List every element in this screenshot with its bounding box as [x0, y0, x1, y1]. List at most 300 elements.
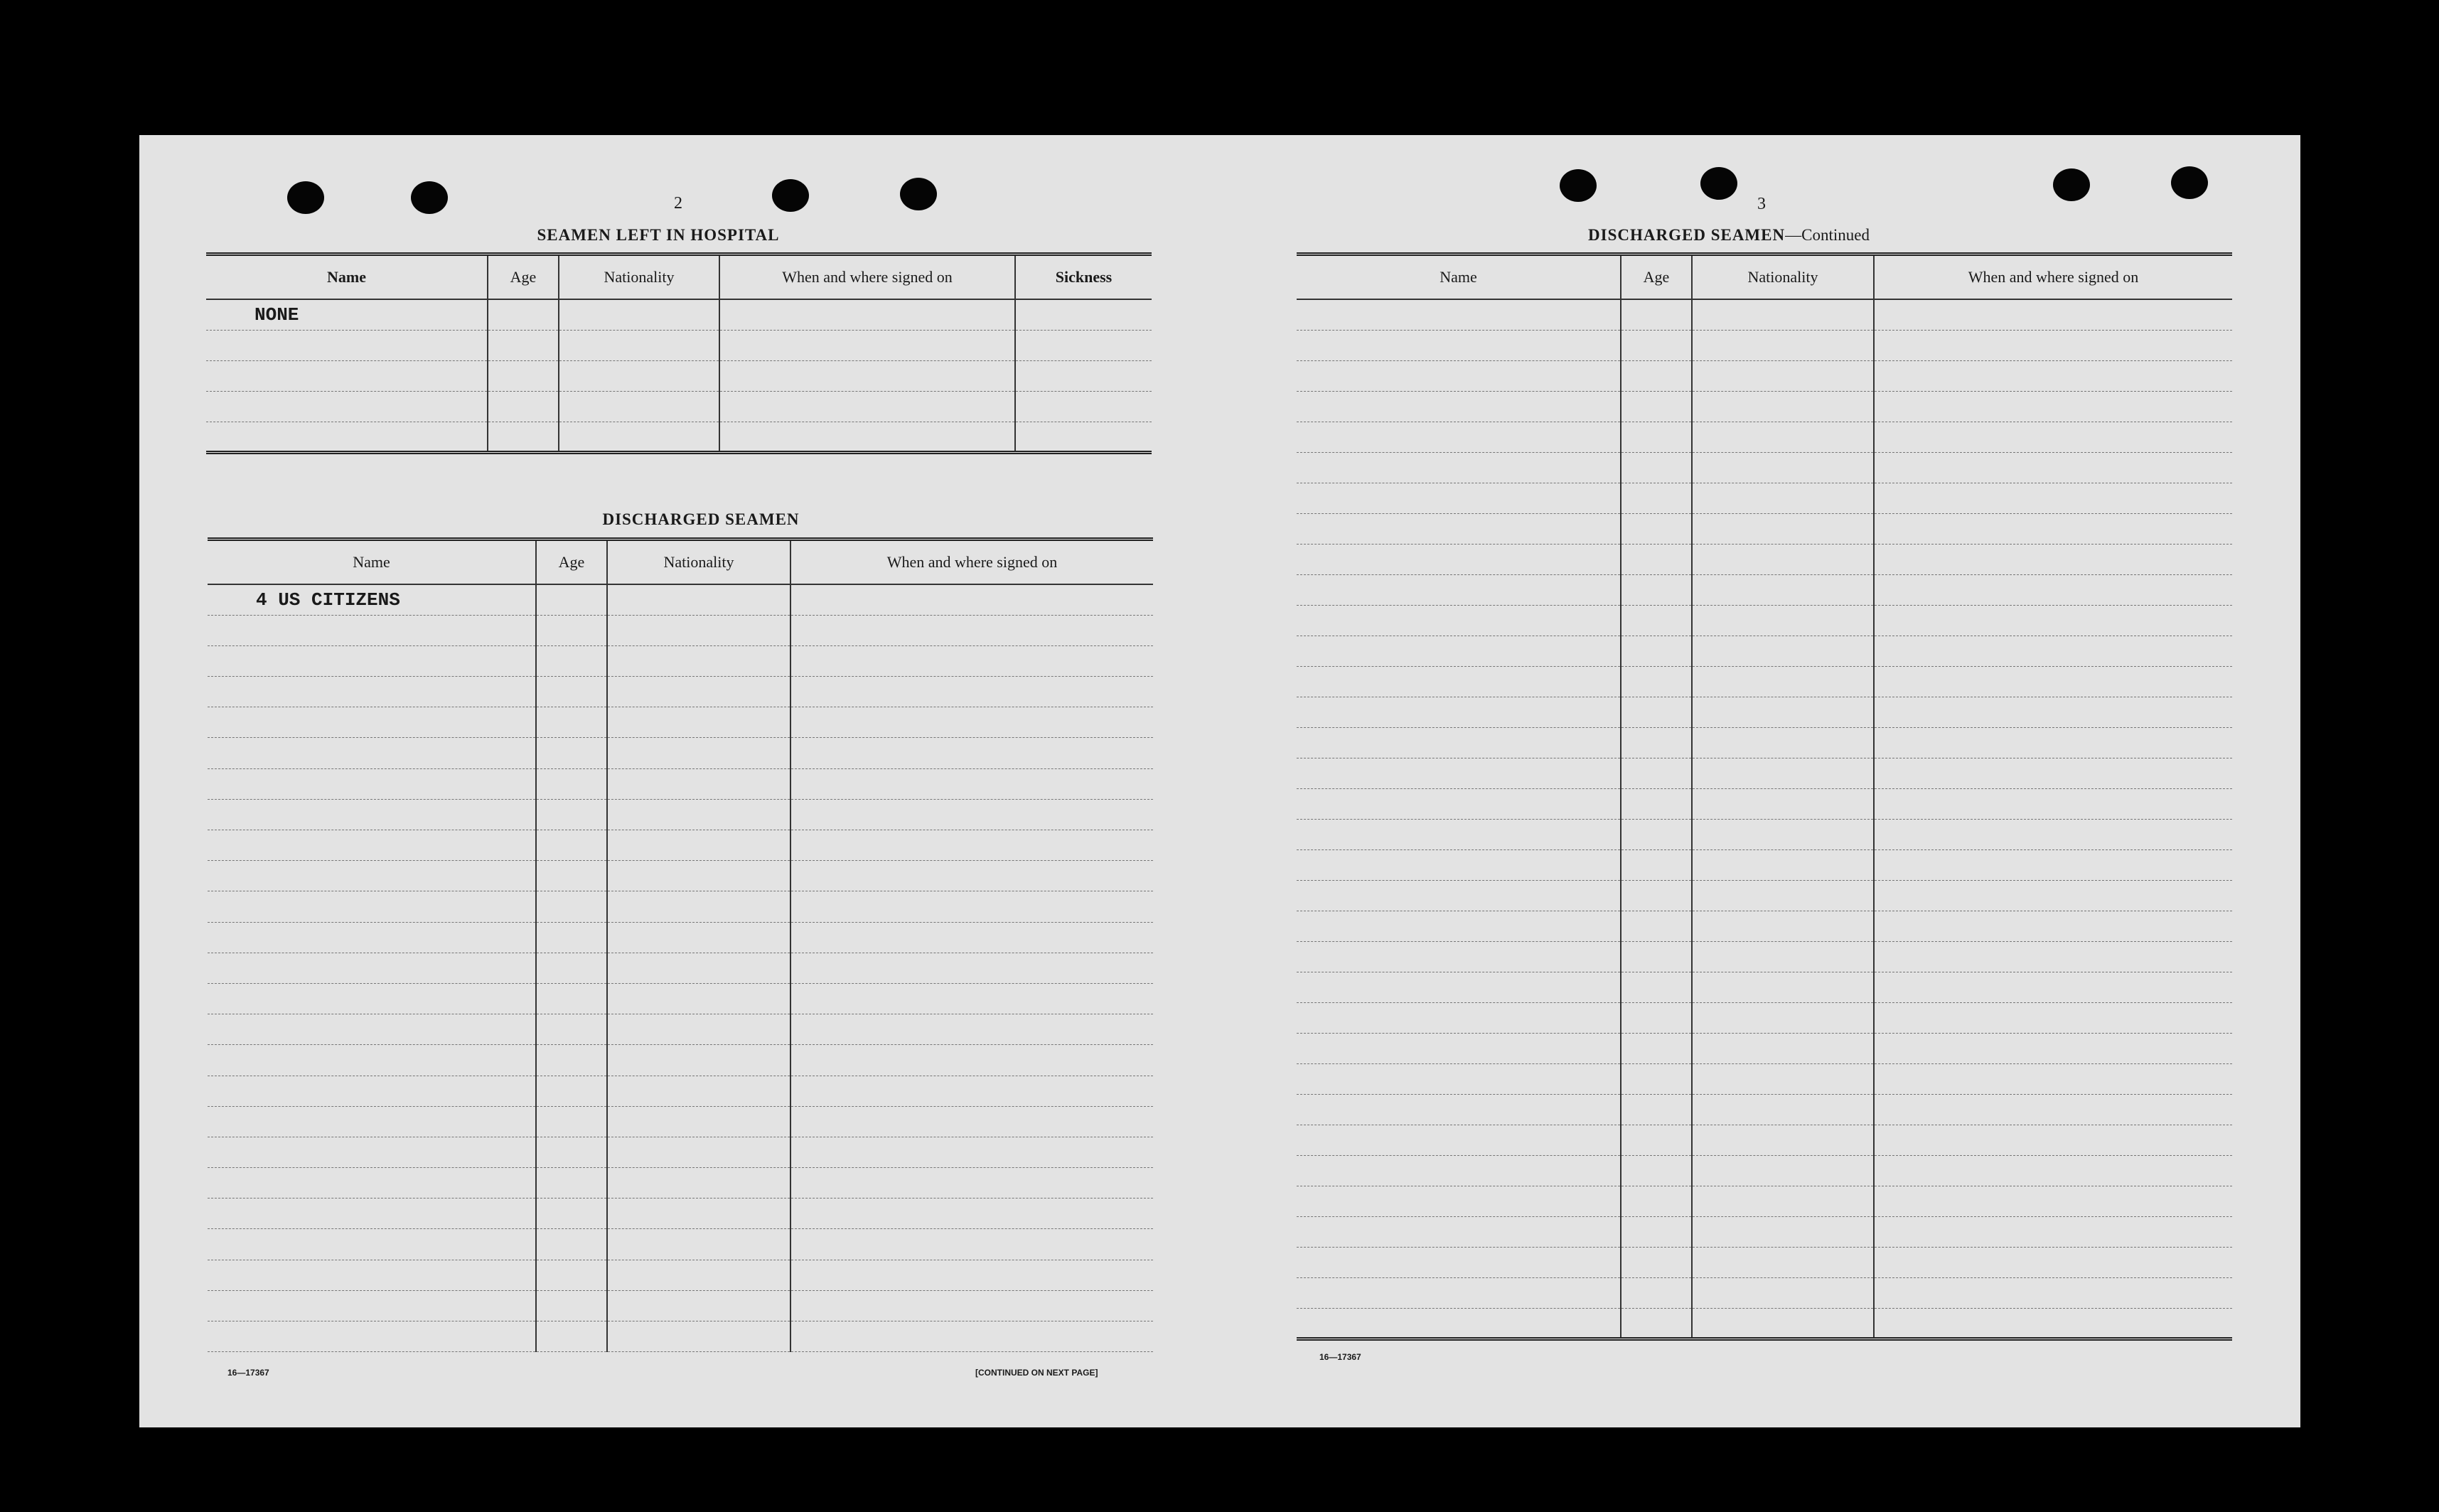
table-cell [607, 584, 790, 615]
table-cell [1874, 330, 2232, 360]
table-cell [1874, 422, 2232, 452]
table-row [206, 360, 1152, 391]
table-row [1297, 849, 2232, 880]
table-cell [607, 615, 790, 645]
punch-hole-icon [2053, 168, 2090, 201]
table-cell [559, 330, 719, 360]
table-cell [790, 584, 1153, 615]
table-cell [1621, 636, 1692, 666]
table-cell [1297, 1094, 1621, 1125]
table-row [1297, 574, 2232, 605]
table-row [208, 707, 1153, 738]
table-row [208, 1168, 1153, 1199]
table-cell [208, 953, 536, 983]
table-row [208, 891, 1153, 922]
table-cell [1621, 1216, 1692, 1247]
table-cell [1297, 941, 1621, 972]
table-cell [790, 645, 1153, 676]
table-cell [536, 1045, 607, 1076]
table-row [206, 422, 1152, 452]
table-cell [1297, 819, 1621, 849]
table-cell [1621, 1155, 1692, 1186]
table-cell [206, 422, 488, 452]
table-row [1297, 605, 2232, 636]
table-cell [488, 360, 559, 391]
table-cell [536, 738, 607, 768]
table-cell [1692, 422, 1874, 452]
table-cell [790, 1076, 1153, 1106]
table-cell [1874, 1216, 2232, 1247]
page-number-right: 3 [1757, 195, 1766, 213]
table-cell [1692, 636, 1874, 666]
table-cell [488, 330, 559, 360]
table-cell [559, 360, 719, 391]
table-cell [790, 922, 1153, 953]
table-cell [1297, 849, 1621, 880]
table-cell [1297, 513, 1621, 544]
table-row [208, 1014, 1153, 1045]
table-cell [1297, 1063, 1621, 1094]
table-cell [1297, 452, 1621, 483]
table-cell [1297, 1277, 1621, 1308]
table-cell [208, 1137, 536, 1167]
continued-col-name: Name [1297, 254, 1621, 300]
table-cell [1621, 788, 1692, 819]
table-row [208, 1106, 1153, 1137]
table-cell [536, 768, 607, 799]
table-cell [208, 1199, 536, 1229]
table-cell [1874, 972, 2232, 1002]
table-cell [1692, 1094, 1874, 1125]
table-cell [607, 768, 790, 799]
table-cell [790, 677, 1153, 707]
table-cell [1297, 330, 1621, 360]
table-cell [1621, 727, 1692, 758]
table-cell [790, 861, 1153, 891]
table-cell [536, 1137, 607, 1167]
table-row [1297, 1033, 2232, 1063]
table-cell [488, 422, 559, 452]
table-cell [1874, 1186, 2232, 1216]
table-cell [719, 330, 1015, 360]
table-cell [1297, 666, 1621, 697]
table-cell [1874, 483, 2232, 513]
table-row [208, 584, 1153, 615]
hospital-col-nationality: Nationality [559, 254, 719, 300]
table-cell [1621, 880, 1692, 911]
table-row [206, 299, 1152, 330]
table-cell [607, 799, 790, 830]
table-cell [1874, 544, 2232, 574]
table-cell [1692, 911, 1874, 941]
table-row [206, 391, 1152, 422]
continued-title-suffix: —Continued [1785, 226, 1870, 244]
table-cell [1874, 727, 2232, 758]
table-row [208, 1137, 1153, 1167]
table-cell [1297, 1033, 1621, 1063]
table-cell [208, 1168, 536, 1199]
hospital-col-name: Name [206, 254, 488, 300]
table-cell [536, 1290, 607, 1321]
table-cell [607, 677, 790, 707]
table-cell [607, 738, 790, 768]
table-cell [607, 830, 790, 861]
table-row [206, 330, 1152, 360]
table-cell [607, 1045, 790, 1076]
hospital-col-signed-on: When and where signed on [719, 254, 1015, 300]
table-cell [719, 299, 1015, 330]
table-row [208, 861, 1153, 891]
table-row [1297, 1094, 2232, 1125]
table-cell [1692, 849, 1874, 880]
discharged-col-nationality: Nationality [607, 540, 790, 585]
table-cell [1621, 330, 1692, 360]
table-cell [790, 707, 1153, 738]
table-cell [1692, 483, 1874, 513]
table-cell [1874, 941, 2232, 972]
table-cell [1692, 574, 1874, 605]
table-cell [1297, 1216, 1621, 1247]
table-cell [1621, 1002, 1692, 1033]
table-cell [1015, 391, 1152, 422]
table-row [1297, 391, 2232, 422]
table-cell [1874, 1002, 2232, 1033]
table-cell [1621, 422, 1692, 452]
table-cell [790, 830, 1153, 861]
table-cell [1692, 788, 1874, 819]
table-cell [1692, 1125, 1874, 1155]
punch-hole-icon [1700, 167, 1737, 200]
table-cell [1874, 697, 2232, 727]
table-cell [208, 1260, 536, 1290]
table-row [208, 1290, 1153, 1321]
discharged-col-name: Name [208, 540, 536, 585]
table-cell [1692, 1186, 1874, 1216]
table-cell [1621, 1063, 1692, 1094]
table-cell [206, 360, 488, 391]
table-cell [1297, 483, 1621, 513]
table-cell [536, 1014, 607, 1045]
table-cell [1621, 1094, 1692, 1125]
table-row [1297, 880, 2232, 911]
table-row [208, 1045, 1153, 1076]
table-cell [1621, 1033, 1692, 1063]
table-cell [1297, 911, 1621, 941]
table-cell [790, 1260, 1153, 1290]
table-cell [1874, 1155, 2232, 1186]
table-cell [607, 1260, 790, 1290]
table-row [1297, 422, 2232, 452]
table-cell [208, 1076, 536, 1106]
table-cell [607, 953, 790, 983]
table-cell [719, 422, 1015, 452]
table-cell [1621, 513, 1692, 544]
table-cell [208, 983, 536, 1014]
table-row [1297, 452, 2232, 483]
table-cell [1692, 972, 1874, 1002]
table-row [208, 983, 1153, 1014]
table-cell [1874, 819, 2232, 849]
table-cell [1621, 1308, 1692, 1339]
table-cell [607, 861, 790, 891]
table-row [1297, 636, 2232, 666]
table-cell [536, 799, 607, 830]
table-row [208, 922, 1153, 953]
table-cell [790, 1168, 1153, 1199]
table-cell [607, 1199, 790, 1229]
table-cell [208, 861, 536, 891]
table-cell [1621, 483, 1692, 513]
form-number-left: 16—17367 [227, 1368, 269, 1378]
continued-col-age: Age [1621, 254, 1692, 300]
table-cell [536, 1260, 607, 1290]
table-cell [1692, 1247, 1874, 1277]
table-row [208, 768, 1153, 799]
table-cell [1874, 513, 2232, 544]
table-cell [536, 645, 607, 676]
table-cell [536, 953, 607, 983]
table-row [208, 953, 1153, 983]
table-cell [536, 1229, 607, 1260]
table-cell [208, 922, 536, 953]
table-cell [607, 922, 790, 953]
table-cell [1692, 727, 1874, 758]
table-cell [607, 1321, 790, 1352]
table-row [1297, 513, 2232, 544]
table-cell [208, 799, 536, 830]
table-cell [790, 891, 1153, 922]
table-cell [1621, 574, 1692, 605]
table-cell [559, 299, 719, 330]
table-cell [208, 768, 536, 799]
table-cell [1692, 1033, 1874, 1063]
table-cell [607, 645, 790, 676]
table-cell [1874, 299, 2232, 330]
table-cell [1621, 1186, 1692, 1216]
table-cell [607, 1014, 790, 1045]
continued-section-title [1558, 226, 1899, 245]
table-cell [719, 391, 1015, 422]
table-cell [790, 1199, 1153, 1229]
table-cell [790, 738, 1153, 768]
continued-table [1297, 252, 2232, 1341]
table-cell [536, 1168, 607, 1199]
table-cell [1297, 788, 1621, 819]
table-cell [790, 953, 1153, 983]
table-cell [208, 1045, 536, 1076]
table-cell [790, 1137, 1153, 1167]
table-cell [536, 1199, 607, 1229]
table-cell [1692, 697, 1874, 727]
table-cell [1015, 330, 1152, 360]
table-cell [1621, 1277, 1692, 1308]
table-cell [607, 1106, 790, 1137]
table-cell [1297, 1002, 1621, 1033]
continued-note: [CONTINUED ON NEXT PAGE] [975, 1368, 1098, 1378]
table-cell [1692, 758, 1874, 788]
table-cell [488, 299, 559, 330]
table-row [208, 1229, 1153, 1260]
table-row [1297, 941, 2232, 972]
table-cell [208, 738, 536, 768]
table-row [1297, 758, 2232, 788]
table-cell [1692, 452, 1874, 483]
table-cell [536, 891, 607, 922]
table-cell [536, 830, 607, 861]
discharged-col-age: Age [536, 540, 607, 585]
table-cell [1874, 1094, 2232, 1125]
page-number-left: 2 [674, 194, 682, 213]
table-cell [1692, 819, 1874, 849]
table-cell [1297, 1155, 1621, 1186]
table-row [1297, 666, 2232, 697]
table-cell [790, 1014, 1153, 1045]
table-cell [1874, 1033, 2232, 1063]
table-cell [536, 1076, 607, 1106]
table-cell [1621, 544, 1692, 574]
table-cell [1874, 849, 2232, 880]
table-cell [536, 707, 607, 738]
table-cell [1874, 1063, 2232, 1094]
table-cell [1692, 391, 1874, 422]
table-cell [559, 391, 719, 422]
table-cell [1297, 574, 1621, 605]
table-cell [1874, 788, 2232, 819]
table-cell [208, 891, 536, 922]
table-cell [1692, 544, 1874, 574]
table-cell [607, 1076, 790, 1106]
table-cell [1692, 1155, 1874, 1186]
table-cell [607, 1290, 790, 1321]
table-cell [1297, 697, 1621, 727]
discharged-col-signed-on: When and where signed on [790, 540, 1153, 585]
table-row [1297, 1155, 2232, 1186]
table-row [1297, 911, 2232, 941]
table-cell [790, 1045, 1153, 1076]
table-row [1297, 330, 2232, 360]
table-cell [1621, 452, 1692, 483]
table-cell [1621, 299, 1692, 330]
table-cell [1621, 972, 1692, 1002]
table-cell [1015, 299, 1152, 330]
table-cell [536, 677, 607, 707]
table-cell [1692, 880, 1874, 911]
table-cell [1874, 1125, 2232, 1155]
discharged-table [208, 537, 1153, 1352]
table-row [1297, 788, 2232, 819]
table-cell [1297, 391, 1621, 422]
table-row [1297, 819, 2232, 849]
table-cell [1874, 911, 2232, 941]
table-row [1297, 1002, 2232, 1033]
table-cell [790, 768, 1153, 799]
continued-col-signed-on: When and where signed on [1874, 254, 2232, 300]
table-cell [1874, 452, 2232, 483]
table-cell [607, 983, 790, 1014]
table-cell [1621, 605, 1692, 636]
table-cell [1297, 758, 1621, 788]
table-row [208, 645, 1153, 676]
table-cell [1297, 727, 1621, 758]
table-cell [1874, 636, 2232, 666]
table-row [208, 1260, 1153, 1290]
punch-hole-icon [411, 181, 448, 214]
table-cell [206, 330, 488, 360]
discharged-section-title: DISCHARGED SEAMEN [602, 510, 800, 528]
table-cell [1874, 605, 2232, 636]
table-cell [536, 1321, 607, 1352]
continued-title-main: DISCHARGED SEAMEN [1588, 226, 1786, 244]
table-cell [1692, 360, 1874, 391]
table-row [1297, 1216, 2232, 1247]
table-cell [790, 1229, 1153, 1260]
table-cell [1621, 941, 1692, 972]
table-cell [1015, 360, 1152, 391]
table-cell [1297, 1125, 1621, 1155]
table-row [1297, 360, 2232, 391]
table-cell [1692, 941, 1874, 972]
table-cell [1297, 636, 1621, 666]
punch-hole-icon [287, 181, 324, 214]
table-row [1297, 1186, 2232, 1216]
table-cell [1692, 1308, 1874, 1339]
table-row [1297, 1247, 2232, 1277]
table-cell [1297, 1247, 1621, 1277]
table-cell [1297, 422, 1621, 452]
continued-col-nationality: Nationality [1692, 254, 1874, 300]
table-cell [559, 422, 719, 452]
table-cell: NONE [206, 299, 488, 330]
table-cell [206, 391, 488, 422]
table-cell [1621, 360, 1692, 391]
punch-hole-icon [1560, 169, 1597, 202]
table-cell [208, 1106, 536, 1137]
table-row [1297, 1063, 2232, 1094]
document-sheet [139, 135, 2300, 1427]
table-cell [208, 707, 536, 738]
table-cell [1621, 849, 1692, 880]
table-cell [536, 983, 607, 1014]
table-cell [536, 1106, 607, 1137]
table-row [208, 615, 1153, 645]
table-cell [1874, 1277, 2232, 1308]
table-row [208, 830, 1153, 861]
table-row [208, 799, 1153, 830]
table-cell [1297, 299, 1621, 330]
table-cell [1874, 666, 2232, 697]
table-cell [488, 391, 559, 422]
table-cell [790, 1290, 1153, 1321]
table-cell [208, 677, 536, 707]
table-cell [1692, 605, 1874, 636]
punch-hole-icon [772, 179, 809, 212]
table-cell [1621, 666, 1692, 697]
table-row [1297, 727, 2232, 758]
table-row [1297, 544, 2232, 574]
table-cell [719, 360, 1015, 391]
table-cell [607, 1168, 790, 1199]
table-cell [1015, 422, 1152, 452]
table-cell [1621, 391, 1692, 422]
table-cell [1692, 1063, 1874, 1094]
table-cell [607, 1137, 790, 1167]
table-cell [208, 1229, 536, 1260]
hospital-section-title: SEAMEN LEFT IN HOSPITAL [537, 226, 780, 244]
table-cell [1297, 880, 1621, 911]
table-row [1297, 299, 2232, 330]
table-cell [1297, 1186, 1621, 1216]
hospital-table [206, 252, 1152, 454]
